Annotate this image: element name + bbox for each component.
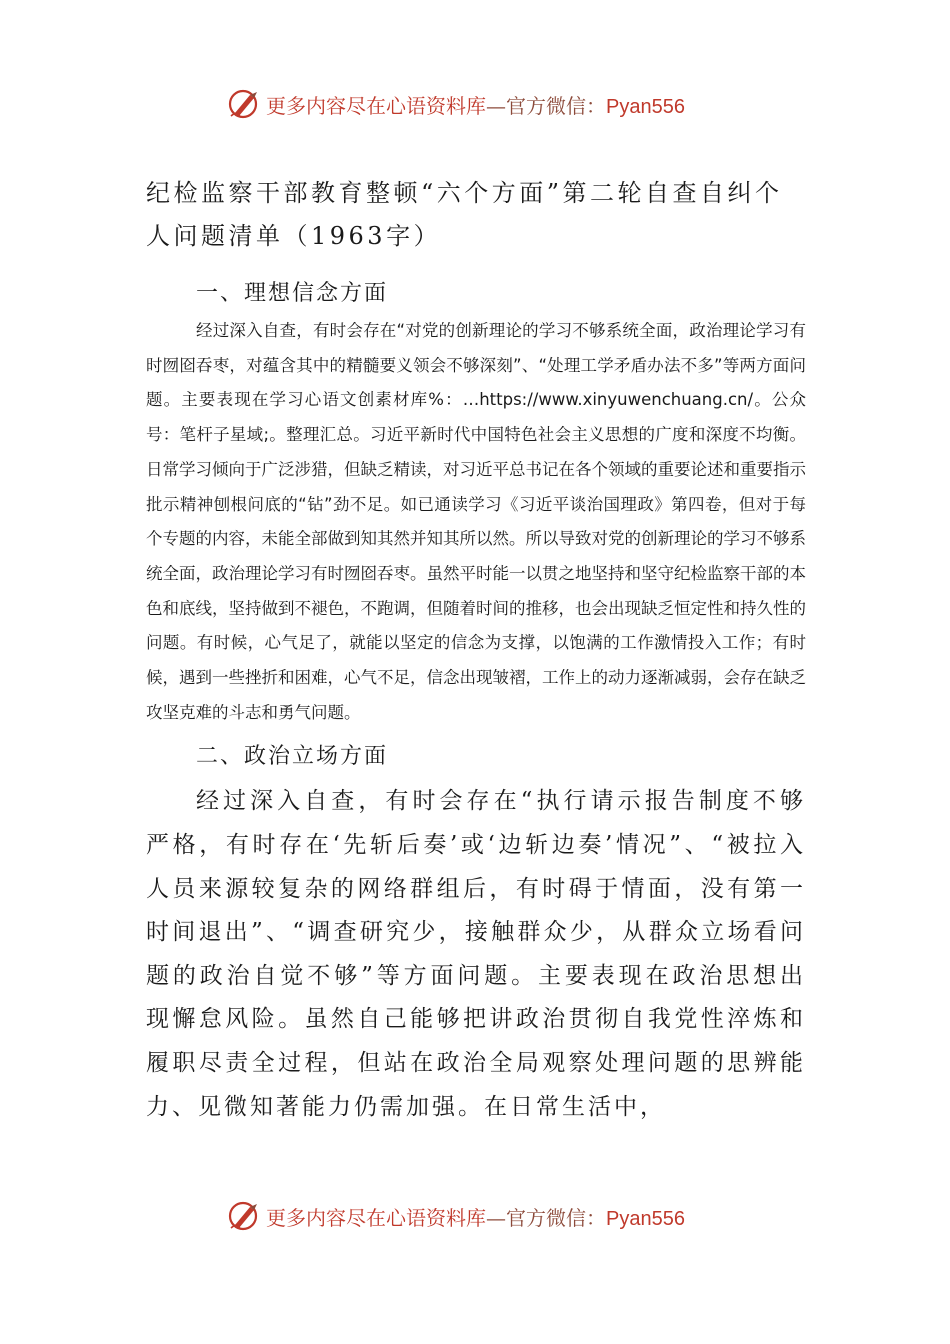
section-paragraph-ideals: 经过深入自查，有时会存在“对党的创新理论的学习不够系统全面，政治理论学习有时囫囵吞枣，对蕴含其中的精髓要义领会不够深刻”、“处理工学矛盾办法不多”等两方面问题。主要表现在学习心语文创素材库%：…https://www.xinyuwenchuang.cn/。公众号：笔杆子星域;。整理汇总。习近平新时代中国特色社会主义思想的广度和深度不均衡。日常学习倾向于广泛涉猎，但缺乏精读，对习近平总书记在各个领域的重要论述和重要指示批示精神刨根问底的“钻”劲不足。如已通读学习《习近平谈治国理政》第四卷，但对于每个专题的内容，未能全部做到知其然并知其所以然。所以导致对党的创新理论的学习不够系统全面，政治理论学习有时囫囵吞枣。虽然平时能一以贯之地坚持和坚守纪检监察干部的本色和底线，坚持做到不褪色，不跑调，但随着时间的推移，也会出现缺乏恒定性和持久性的问题。有时候，心气足了，就能以坚定的信念为支撑，以饱满的工作激情投入工作；有时候，遇到一些挫折和困难，心气不足，信念出现皱褶，工作上的动力逐渐减弱，会存在缺乏攻坚克难的斗志和勇气问题。	[146, 321, 806, 722]
banner-wechat-id: Pyan556	[606, 95, 685, 118]
banner-prefix: 更多内容尽在心语资料库	[266, 1205, 486, 1230]
section-paragraph-political-stance: 经过深入自查，有时会存在“执行请示报告制度不够严格，有时存在‘先斩后奏’或‘边斩边奏’情况”、“被拉入人员来源较复杂的网络群组后，有时碍于情面，没有第一时间退出”、“调查研究少，接触群众少，从群众立场看问题的政治自觉不够”等方面问题。主要表现在政治思想出现懈怠风险。虽然自己能够把讲政治贯彻自我党性淬炼和履职尽责全过程，但站在政治全局观察处理问题的思辨能力、见微知著能力仍需加强。在日常生活中，	[146, 788, 806, 1120]
footer-watermark-banner	[226, 1196, 685, 1236]
banner-text	[266, 1202, 685, 1231]
section-heading-political-stance: 二、政治立场方面	[196, 744, 389, 770]
banner-wechat-label: 官方微信：	[506, 93, 606, 118]
banner-text	[266, 90, 685, 119]
pen-logo-icon	[226, 86, 262, 122]
pen-logo-icon	[226, 1198, 262, 1234]
section-heading-ideals: 一、理想信念方面	[196, 281, 389, 306]
banner-wechat-id: Pyan556	[606, 1207, 685, 1230]
header-watermark-banner	[226, 84, 685, 124]
document-title: 纪检监察干部教育整顿“六个方面”第二轮自查自纠个人问题清单（1963字）	[146, 179, 783, 250]
banner-wechat-label: 官方微信：	[506, 1205, 606, 1230]
banner-dash: —	[486, 93, 506, 118]
banner-dash: —	[486, 1205, 506, 1230]
banner-prefix: 更多内容尽在心语资料库	[266, 93, 486, 118]
document-body	[146, 172, 806, 1129]
